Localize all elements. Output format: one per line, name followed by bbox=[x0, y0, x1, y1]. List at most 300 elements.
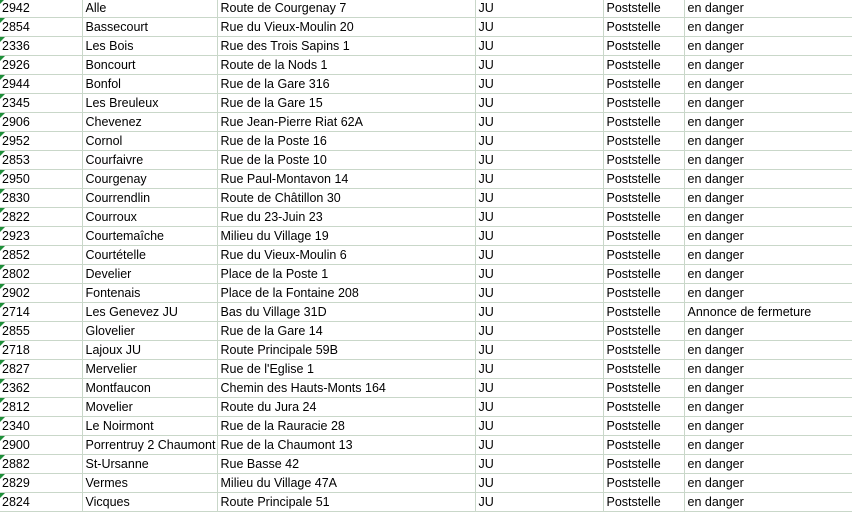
type-cell[interactable] bbox=[603, 360, 684, 379]
canton-cell[interactable] bbox=[475, 379, 603, 398]
postal-code-cell[interactable] bbox=[0, 493, 82, 512]
number-as-text-warning-icon bbox=[0, 265, 5, 270]
locality-text: Courfaivre bbox=[85, 152, 144, 167]
table-row bbox=[0, 360, 852, 379]
address-cell[interactable] bbox=[217, 417, 475, 436]
postal-code-cell[interactable] bbox=[0, 303, 82, 322]
table-row bbox=[0, 379, 852, 398]
postal-code-cell[interactable] bbox=[0, 0, 82, 18]
canton-cell[interactable] bbox=[475, 474, 603, 493]
status-cell[interactable] bbox=[684, 151, 852, 170]
address-cell[interactable] bbox=[217, 436, 475, 455]
locality-text: Fontenais bbox=[85, 285, 141, 300]
status-cell[interactable] bbox=[684, 18, 852, 37]
locality-text: Cornol bbox=[85, 133, 123, 148]
type-cell[interactable] bbox=[603, 208, 684, 227]
address-cell[interactable] bbox=[217, 94, 475, 113]
type-cell[interactable] bbox=[603, 170, 684, 189]
type-cell[interactable] bbox=[603, 37, 684, 56]
locality-text: Courrendlin bbox=[85, 190, 151, 205]
number-as-text-warning-icon bbox=[0, 189, 5, 194]
status-cell[interactable] bbox=[684, 284, 852, 303]
canton-text: JU bbox=[478, 437, 494, 452]
canton-text: JU bbox=[478, 247, 494, 262]
type-cell[interactable] bbox=[603, 417, 684, 436]
locality-cell[interactable] bbox=[82, 227, 217, 246]
locality-cell[interactable] bbox=[82, 284, 217, 303]
address-cell[interactable] bbox=[217, 303, 475, 322]
canton-cell[interactable] bbox=[475, 18, 603, 37]
status-text: Annonce de fermeture bbox=[687, 304, 812, 319]
status-text: en danger bbox=[687, 19, 744, 34]
canton-cell[interactable] bbox=[475, 417, 603, 436]
table-row bbox=[0, 56, 852, 75]
canton-text: JU bbox=[478, 171, 494, 186]
number-as-text-warning-icon bbox=[0, 0, 5, 4]
status-text: en danger bbox=[687, 38, 744, 53]
type-text: Poststelle bbox=[606, 323, 661, 338]
status-cell[interactable] bbox=[684, 379, 852, 398]
status-cell[interactable] bbox=[684, 208, 852, 227]
table-row bbox=[0, 18, 852, 37]
postal-code-cell[interactable] bbox=[0, 132, 82, 151]
number-as-text-warning-icon bbox=[0, 398, 5, 403]
address-cell[interactable] bbox=[217, 398, 475, 417]
address-cell[interactable] bbox=[217, 341, 475, 360]
postal-code-cell[interactable] bbox=[0, 94, 82, 113]
type-text: Poststelle bbox=[606, 285, 661, 300]
postal-code-cell[interactable] bbox=[0, 75, 82, 94]
type-text: Poststelle bbox=[606, 399, 661, 414]
address-text: Rue de la Gare 316 bbox=[220, 76, 330, 91]
locality-text: Bassecourt bbox=[85, 19, 149, 34]
number-as-text-warning-icon bbox=[0, 94, 5, 99]
locality-cell[interactable] bbox=[82, 56, 217, 75]
canton-cell[interactable] bbox=[475, 303, 603, 322]
status-cell[interactable] bbox=[684, 56, 852, 75]
locality-cell[interactable] bbox=[82, 37, 217, 56]
canton-text: JU bbox=[478, 0, 494, 15]
locality-cell[interactable] bbox=[82, 379, 217, 398]
canton-cell[interactable] bbox=[475, 360, 603, 379]
postal-code-text: 2718 bbox=[2, 342, 30, 357]
status-cell[interactable] bbox=[684, 227, 852, 246]
canton-cell[interactable] bbox=[475, 208, 603, 227]
locality-cell[interactable] bbox=[82, 360, 217, 379]
address-text: Route de Châtillon 30 bbox=[220, 190, 341, 205]
type-text: Poststelle bbox=[606, 342, 661, 357]
postal-code-cell[interactable] bbox=[0, 455, 82, 474]
type-text: Poststelle bbox=[606, 475, 661, 490]
locality-cell[interactable] bbox=[82, 493, 217, 512]
postal-code-text: 2345 bbox=[2, 95, 30, 110]
number-as-text-warning-icon bbox=[0, 360, 5, 365]
status-text: en danger bbox=[687, 266, 744, 281]
locality-text: Boncourt bbox=[85, 57, 136, 72]
type-cell[interactable] bbox=[603, 75, 684, 94]
postal-code-text: 2336 bbox=[2, 38, 30, 53]
canton-cell[interactable] bbox=[475, 493, 603, 512]
status-cell[interactable] bbox=[684, 303, 852, 322]
postal-code-cell[interactable] bbox=[0, 322, 82, 341]
address-cell[interactable] bbox=[217, 265, 475, 284]
type-cell[interactable] bbox=[603, 94, 684, 113]
status-cell[interactable] bbox=[684, 113, 852, 132]
canton-cell[interactable] bbox=[475, 227, 603, 246]
table-row bbox=[0, 151, 852, 170]
locality-cell[interactable] bbox=[82, 132, 217, 151]
postal-code-text: 2714 bbox=[2, 304, 30, 319]
locality-text: Courtételle bbox=[85, 247, 146, 262]
type-text: Poststelle bbox=[606, 494, 661, 509]
number-as-text-warning-icon bbox=[0, 132, 5, 137]
postal-code-cell[interactable] bbox=[0, 360, 82, 379]
postal-code-cell[interactable] bbox=[0, 113, 82, 132]
address-cell[interactable] bbox=[217, 227, 475, 246]
type-cell[interactable] bbox=[603, 341, 684, 360]
locality-cell[interactable] bbox=[82, 322, 217, 341]
postal-code-text: 2853 bbox=[2, 152, 30, 167]
canton-text: JU bbox=[478, 399, 494, 414]
type-text: Poststelle bbox=[606, 57, 661, 72]
table-row bbox=[0, 0, 852, 18]
address-text: Rue du 23-Juin 23 bbox=[220, 209, 323, 224]
type-cell[interactable] bbox=[603, 227, 684, 246]
type-cell[interactable] bbox=[603, 189, 684, 208]
status-text: en danger bbox=[687, 133, 744, 148]
number-as-text-warning-icon bbox=[0, 493, 5, 498]
status-cell[interactable] bbox=[684, 417, 852, 436]
table-row bbox=[0, 474, 852, 493]
table-row bbox=[0, 436, 852, 455]
locality-cell[interactable] bbox=[82, 151, 217, 170]
type-cell[interactable] bbox=[603, 398, 684, 417]
canton-cell[interactable] bbox=[475, 455, 603, 474]
number-as-text-warning-icon bbox=[0, 56, 5, 61]
table-row bbox=[0, 113, 852, 132]
number-as-text-warning-icon bbox=[0, 227, 5, 232]
type-text: Poststelle bbox=[606, 380, 661, 395]
canton-cell[interactable] bbox=[475, 265, 603, 284]
address-cell[interactable] bbox=[217, 56, 475, 75]
address-cell[interactable] bbox=[217, 151, 475, 170]
locality-cell[interactable] bbox=[82, 189, 217, 208]
type-cell[interactable] bbox=[603, 322, 684, 341]
address-cell[interactable] bbox=[217, 170, 475, 189]
postal-code-text: 2902 bbox=[2, 285, 30, 300]
canton-text: JU bbox=[478, 19, 494, 34]
type-cell[interactable] bbox=[603, 151, 684, 170]
address-cell[interactable] bbox=[217, 455, 475, 474]
address-cell[interactable] bbox=[217, 37, 475, 56]
status-text: en danger bbox=[687, 95, 744, 110]
postal-code-text: 2944 bbox=[2, 76, 30, 91]
type-cell[interactable] bbox=[603, 0, 684, 18]
address-text: Rue de la Rauracie 28 bbox=[220, 418, 345, 433]
address-text: Route Principale 51 bbox=[220, 494, 330, 509]
status-text: en danger bbox=[687, 399, 744, 414]
type-cell[interactable] bbox=[603, 379, 684, 398]
status-text: en danger bbox=[687, 418, 744, 433]
postal-code-cell[interactable] bbox=[0, 474, 82, 493]
canton-cell[interactable] bbox=[475, 56, 603, 75]
postal-code-text: 2802 bbox=[2, 266, 30, 281]
address-cell[interactable] bbox=[217, 208, 475, 227]
address-cell[interactable] bbox=[217, 360, 475, 379]
type-cell[interactable] bbox=[603, 455, 684, 474]
locality-cell[interactable] bbox=[82, 113, 217, 132]
canton-cell[interactable] bbox=[475, 113, 603, 132]
status-text: en danger bbox=[687, 57, 744, 72]
postal-code-cell[interactable] bbox=[0, 189, 82, 208]
type-cell[interactable] bbox=[603, 132, 684, 151]
postal-code-cell[interactable] bbox=[0, 18, 82, 37]
canton-text: JU bbox=[478, 95, 494, 110]
status-cell[interactable] bbox=[684, 189, 852, 208]
postal-code-cell[interactable] bbox=[0, 208, 82, 227]
postal-code-cell[interactable] bbox=[0, 379, 82, 398]
address-cell[interactable] bbox=[217, 189, 475, 208]
address-cell[interactable] bbox=[217, 0, 475, 18]
number-as-text-warning-icon bbox=[0, 379, 5, 384]
type-text: Poststelle bbox=[606, 437, 661, 452]
type-cell[interactable] bbox=[603, 474, 684, 493]
canton-text: JU bbox=[478, 190, 494, 205]
status-cell[interactable] bbox=[684, 94, 852, 113]
status-cell[interactable] bbox=[684, 265, 852, 284]
postal-code-cell[interactable] bbox=[0, 37, 82, 56]
number-as-text-warning-icon bbox=[0, 37, 5, 42]
locality-cell[interactable] bbox=[82, 303, 217, 322]
postal-code-text: 2942 bbox=[2, 0, 30, 15]
locality-text: Vermes bbox=[85, 475, 128, 490]
status-text: en danger bbox=[687, 456, 744, 471]
locality-text: Lajoux JU bbox=[85, 342, 142, 357]
status-cell[interactable] bbox=[684, 455, 852, 474]
canton-text: JU bbox=[478, 228, 494, 243]
status-text: en danger bbox=[687, 171, 744, 186]
type-cell[interactable] bbox=[603, 493, 684, 512]
type-cell[interactable] bbox=[603, 303, 684, 322]
postal-code-cell[interactable] bbox=[0, 417, 82, 436]
address-text: Milieu du Village 47A bbox=[220, 475, 338, 490]
locality-cell[interactable] bbox=[82, 246, 217, 265]
postal-code-cell[interactable] bbox=[0, 436, 82, 455]
postal-code-text: 2854 bbox=[2, 19, 30, 34]
canton-cell[interactable] bbox=[475, 189, 603, 208]
postal-code-cell[interactable] bbox=[0, 170, 82, 189]
address-cell[interactable] bbox=[217, 284, 475, 303]
canton-cell[interactable] bbox=[475, 436, 603, 455]
canton-cell[interactable] bbox=[475, 398, 603, 417]
status-cell[interactable] bbox=[684, 398, 852, 417]
locality-text: Montfaucon bbox=[85, 380, 151, 395]
status-text: en danger bbox=[687, 342, 744, 357]
table-row bbox=[0, 265, 852, 284]
status-text: en danger bbox=[687, 494, 744, 509]
locality-cell[interactable] bbox=[82, 94, 217, 113]
canton-cell[interactable] bbox=[475, 170, 603, 189]
postal-code-text: 2822 bbox=[2, 209, 30, 224]
locality-cell[interactable] bbox=[82, 417, 217, 436]
locality-cell[interactable] bbox=[82, 208, 217, 227]
postal-code-text: 2852 bbox=[2, 247, 30, 262]
canton-cell[interactable] bbox=[475, 151, 603, 170]
number-as-text-warning-icon bbox=[0, 341, 5, 346]
postal-code-cell[interactable] bbox=[0, 227, 82, 246]
postal-code-cell[interactable] bbox=[0, 284, 82, 303]
canton-text: JU bbox=[478, 323, 494, 338]
type-cell[interactable] bbox=[603, 113, 684, 132]
canton-cell[interactable] bbox=[475, 94, 603, 113]
postal-code-text: 2926 bbox=[2, 57, 30, 72]
status-text: en danger bbox=[687, 114, 744, 129]
canton-text: JU bbox=[478, 152, 494, 167]
canton-text: JU bbox=[478, 133, 494, 148]
status-cell[interactable] bbox=[684, 37, 852, 56]
table-row bbox=[0, 227, 852, 246]
canton-text: JU bbox=[478, 114, 494, 129]
canton-cell[interactable] bbox=[475, 132, 603, 151]
number-as-text-warning-icon bbox=[0, 208, 5, 213]
address-text: Rue de la Gare 14 bbox=[220, 323, 323, 338]
canton-text: JU bbox=[478, 475, 494, 490]
type-cell[interactable] bbox=[603, 265, 684, 284]
type-cell[interactable] bbox=[603, 284, 684, 303]
locality-cell[interactable] bbox=[82, 18, 217, 37]
address-cell[interactable] bbox=[217, 493, 475, 512]
canton-cell[interactable] bbox=[475, 284, 603, 303]
postal-code-text: 2906 bbox=[2, 114, 30, 129]
number-as-text-warning-icon bbox=[0, 113, 5, 118]
type-cell[interactable] bbox=[603, 246, 684, 265]
address-cell[interactable] bbox=[217, 18, 475, 37]
table-row bbox=[0, 246, 852, 265]
status-cell[interactable] bbox=[684, 436, 852, 455]
address-text: Route du Jura 24 bbox=[220, 399, 317, 414]
status-cell[interactable] bbox=[684, 360, 852, 379]
address-cell[interactable] bbox=[217, 322, 475, 341]
address-text: Route de Courgenay 7 bbox=[220, 0, 347, 15]
table-row bbox=[0, 132, 852, 151]
type-text: Poststelle bbox=[606, 133, 661, 148]
type-cell[interactable] bbox=[603, 436, 684, 455]
address-text: Rue du Vieux-Moulin 6 bbox=[220, 247, 347, 262]
locality-cell[interactable] bbox=[82, 0, 217, 18]
locality-cell[interactable] bbox=[82, 398, 217, 417]
number-as-text-warning-icon bbox=[0, 303, 5, 308]
number-as-text-warning-icon bbox=[0, 455, 5, 460]
postal-code-text: 2824 bbox=[2, 494, 30, 509]
type-text: Poststelle bbox=[606, 190, 661, 205]
canton-cell[interactable] bbox=[475, 0, 603, 18]
status-text: en danger bbox=[687, 209, 744, 224]
address-cell[interactable] bbox=[217, 379, 475, 398]
canton-cell[interactable] bbox=[475, 341, 603, 360]
status-cell[interactable] bbox=[684, 75, 852, 94]
address-cell[interactable] bbox=[217, 474, 475, 493]
status-text: en danger bbox=[687, 437, 744, 452]
postal-code-text: 2923 bbox=[2, 228, 30, 243]
locality-cell[interactable] bbox=[82, 170, 217, 189]
type-text: Poststelle bbox=[606, 418, 661, 433]
locality-cell[interactable] bbox=[82, 75, 217, 94]
status-text: en danger bbox=[687, 228, 744, 243]
status-cell[interactable] bbox=[684, 322, 852, 341]
address-cell[interactable] bbox=[217, 75, 475, 94]
table-row bbox=[0, 493, 852, 512]
postal-code-cell[interactable] bbox=[0, 246, 82, 265]
type-text: Poststelle bbox=[606, 304, 661, 319]
locality-cell[interactable] bbox=[82, 436, 217, 455]
table-row bbox=[0, 284, 852, 303]
postal-code-cell[interactable] bbox=[0, 151, 82, 170]
status-cell[interactable] bbox=[684, 341, 852, 360]
canton-cell[interactable] bbox=[475, 246, 603, 265]
type-cell[interactable] bbox=[603, 56, 684, 75]
locality-text: Develier bbox=[85, 266, 132, 281]
number-as-text-warning-icon bbox=[0, 170, 5, 175]
locality-text: Les Genevez JU bbox=[85, 304, 178, 319]
address-text: Bas du Village 31D bbox=[220, 304, 327, 319]
type-text: Poststelle bbox=[606, 209, 661, 224]
postal-code-text: 2855 bbox=[2, 323, 30, 338]
locality-text: Courgenay bbox=[85, 171, 147, 186]
status-cell[interactable] bbox=[684, 132, 852, 151]
table-row bbox=[0, 170, 852, 189]
locality-cell[interactable] bbox=[82, 341, 217, 360]
number-as-text-warning-icon bbox=[0, 284, 5, 289]
canton-text: JU bbox=[478, 380, 494, 395]
locality-cell[interactable] bbox=[82, 474, 217, 493]
address-cell[interactable] bbox=[217, 113, 475, 132]
address-cell[interactable] bbox=[217, 132, 475, 151]
status-cell[interactable] bbox=[684, 246, 852, 265]
address-text: Route Principale 59B bbox=[220, 342, 338, 357]
postal-code-cell[interactable] bbox=[0, 398, 82, 417]
canton-text: JU bbox=[478, 456, 494, 471]
postal-code-cell[interactable] bbox=[0, 56, 82, 75]
canton-cell[interactable] bbox=[475, 75, 603, 94]
status-cell[interactable] bbox=[684, 493, 852, 512]
locality-cell[interactable] bbox=[82, 265, 217, 284]
type-text: Poststelle bbox=[606, 152, 661, 167]
address-text: Rue Paul-Montavon 14 bbox=[220, 171, 349, 186]
address-text: Rue Basse 42 bbox=[220, 456, 300, 471]
status-cell[interactable] bbox=[684, 474, 852, 493]
type-cell[interactable] bbox=[603, 18, 684, 37]
status-text: en danger bbox=[687, 323, 744, 338]
type-text: Poststelle bbox=[606, 361, 661, 376]
postal-code-cell[interactable] bbox=[0, 341, 82, 360]
type-text: Poststelle bbox=[606, 19, 661, 34]
address-text: Milieu du Village 19 bbox=[220, 228, 329, 243]
canton-text: JU bbox=[478, 209, 494, 224]
status-cell[interactable] bbox=[684, 0, 852, 18]
locality-text: Porrentruy 2 Chaumont bbox=[85, 437, 216, 452]
status-cell[interactable] bbox=[684, 170, 852, 189]
canton-cell[interactable] bbox=[475, 322, 603, 341]
address-cell[interactable] bbox=[217, 246, 475, 265]
address-text: Rue de la Poste 16 bbox=[220, 133, 327, 148]
locality-cell[interactable] bbox=[82, 455, 217, 474]
postal-code-text: 2829 bbox=[2, 475, 30, 490]
postal-code-cell[interactable] bbox=[0, 265, 82, 284]
locality-text: Le Noirmont bbox=[85, 418, 154, 433]
canton-cell[interactable] bbox=[475, 37, 603, 56]
status-text: en danger bbox=[687, 247, 744, 262]
locality-text: Les Bois bbox=[85, 38, 134, 53]
